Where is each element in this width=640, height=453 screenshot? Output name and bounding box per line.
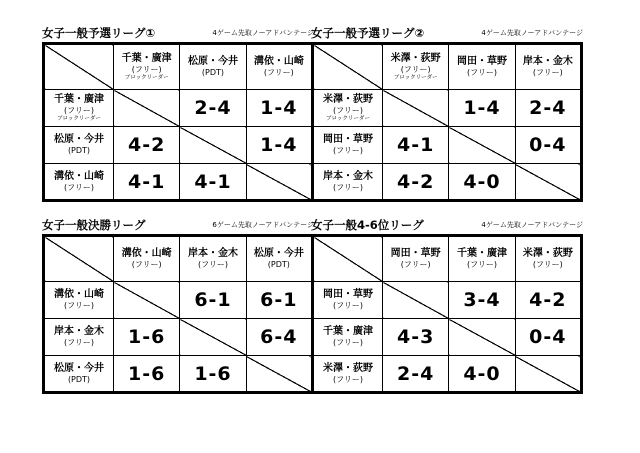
score-cell: 3-4	[449, 282, 515, 319]
team-affiliation: (フリー)	[400, 64, 431, 74]
column-team	[114, 236, 180, 282]
header-row	[313, 236, 582, 282]
row-team	[313, 282, 383, 319]
self-match-cell	[246, 164, 312, 201]
self-match-cell	[246, 356, 312, 393]
league-title: 女子一般予選リーグ②	[311, 26, 425, 40]
row-team	[313, 164, 383, 201]
column-team	[383, 44, 449, 90]
header-row	[44, 44, 313, 90]
score-cell: 1-4	[246, 127, 312, 164]
league-rule: 4ゲーム先取ノーアドバンテージ	[481, 29, 583, 37]
team-affiliation: (フリー)	[532, 68, 563, 77]
score-cell: 4-0	[449, 164, 515, 201]
league-rule: 4ゲーム先取ノーアドバンテージ	[212, 29, 314, 37]
league-rule: 4ゲーム先取ノーアドバンテージ	[481, 221, 583, 229]
table-row	[313, 356, 582, 393]
league-block	[311, 24, 583, 202]
score-cell: 4-1	[180, 164, 246, 201]
team-name: 千葉・廣津	[121, 52, 172, 64]
team-affiliation: (フリー)	[467, 260, 497, 269]
column-team	[449, 236, 515, 282]
corner-cell	[313, 44, 383, 90]
team-name: 松原・今井	[54, 134, 104, 145]
team-affiliation: (フリー)	[400, 260, 431, 269]
team-affiliation: (フリー)	[131, 260, 162, 269]
score-cell: 6-1	[180, 282, 246, 319]
table-row	[313, 319, 582, 356]
team-affiliation: (フリー)	[64, 301, 94, 310]
self-match-cell	[180, 319, 246, 356]
team-role: ブロックリーダー	[57, 115, 101, 122]
column-team	[180, 44, 246, 90]
column-team	[515, 44, 581, 90]
score-cell: 6-1	[246, 282, 312, 319]
team-affiliation: (フリー)	[333, 105, 363, 115]
table-row	[44, 127, 313, 164]
team-name: 米澤・荻野	[390, 52, 441, 64]
self-match-cell	[449, 127, 515, 164]
score-cell: 0-4	[515, 127, 581, 164]
league-block	[42, 216, 314, 394]
score-cell: 4-1	[383, 127, 449, 164]
self-match-cell	[180, 127, 246, 164]
league-block	[311, 216, 583, 394]
score-cell: 1-4	[246, 90, 312, 127]
column-team	[383, 236, 449, 282]
score-cell: 4-2	[383, 164, 449, 201]
team-affiliation: (フリー)	[467, 68, 497, 77]
column-team	[246, 236, 312, 282]
table-row	[44, 319, 313, 356]
league-block	[42, 24, 314, 202]
row-team	[44, 282, 114, 319]
table-row	[313, 282, 582, 319]
league-header	[42, 24, 314, 42]
team-affiliation: (PDT)	[201, 68, 225, 77]
league-title: 女子一般4-6位リーグ	[311, 218, 424, 232]
column-team	[114, 44, 180, 90]
team-name: 岸本・金木	[187, 248, 238, 259]
team-name: 溝依・山崎	[253, 56, 304, 67]
self-match-cell	[515, 356, 581, 393]
team-name: 岸本・金木	[323, 170, 373, 182]
league-header	[42, 216, 314, 234]
self-match-cell	[449, 319, 515, 356]
team-affiliation: (PDT)	[67, 146, 91, 155]
score-cell: 6-4	[246, 319, 312, 356]
team-affiliation: (フリー)	[333, 374, 363, 384]
table-row	[313, 90, 582, 127]
league-title: 女子一般決勝リーグ	[42, 218, 146, 232]
table-row	[44, 282, 313, 319]
team-name: 溝依・山崎	[121, 248, 172, 259]
corner-cell	[313, 236, 383, 282]
team-affiliation: (フリー)	[263, 68, 294, 77]
table-row	[44, 164, 313, 201]
team-affiliation: (フリー)	[64, 105, 94, 115]
row-team	[313, 127, 383, 164]
score-cell: 1-6	[180, 356, 246, 393]
team-name: 松原・今井	[187, 56, 238, 67]
league-rule: 6ゲーム先取ノーアドバンテージ	[212, 221, 314, 229]
header-row	[44, 236, 313, 282]
team-name: 岡田・草野	[390, 248, 441, 259]
team-name: 岡田・草野	[456, 56, 507, 67]
row-team	[44, 356, 114, 393]
self-match-cell	[383, 282, 449, 319]
team-role: ブロックリーダー	[124, 74, 169, 81]
team-role: ブロックリーダー	[326, 115, 370, 122]
score-cell: 4-3	[383, 319, 449, 356]
team-name: 岡田・草野	[323, 289, 373, 300]
team-name: 松原・今井	[54, 362, 104, 374]
score-cell: 1-6	[114, 319, 180, 356]
row-team	[44, 319, 114, 356]
team-name: 岸本・金木	[522, 56, 573, 67]
score-cell: 2-4	[515, 90, 581, 127]
self-match-cell	[515, 164, 581, 201]
score-cell: 2-4	[180, 90, 246, 127]
team-affiliation: (フリー)	[198, 260, 228, 269]
team-affiliation: (フリー)	[64, 182, 94, 192]
team-name: 千葉・廣津	[54, 93, 104, 105]
score-cell: 4-1	[114, 164, 180, 201]
row-team	[44, 90, 114, 127]
score-cell: 4-2	[515, 282, 581, 319]
team-affiliation: (フリー)	[64, 338, 94, 347]
column-team	[180, 236, 246, 282]
score-cell: 0-4	[515, 319, 581, 356]
team-name: 千葉・廣津	[456, 248, 507, 259]
league-header	[311, 216, 583, 234]
team-affiliation: (フリー)	[333, 338, 363, 347]
team-role: ブロックリーダー	[393, 74, 438, 81]
team-name: 溝依・山崎	[54, 170, 104, 182]
corner-cell	[44, 44, 114, 90]
round-robin-table	[42, 234, 314, 394]
team-name: 米澤・荻野	[522, 248, 573, 259]
header-row	[313, 44, 582, 90]
table-row	[44, 356, 313, 393]
score-cell: 4-0	[449, 356, 515, 393]
row-team	[313, 90, 383, 127]
row-team	[313, 356, 383, 393]
round-robin-table	[311, 42, 583, 202]
team-affiliation: (PDT)	[267, 260, 290, 269]
team-name: 米澤・荻野	[323, 362, 373, 374]
column-team	[246, 44, 312, 90]
league-header	[311, 24, 583, 42]
round-robin-table	[42, 42, 314, 202]
row-team	[313, 319, 383, 356]
team-name: 米澤・荻野	[323, 93, 373, 105]
team-name: 溝依・山崎	[54, 289, 104, 300]
team-name: 千葉・廣津	[323, 326, 373, 337]
table-row	[313, 127, 582, 164]
row-team	[44, 127, 114, 164]
team-affiliation: (フリー)	[333, 182, 363, 192]
round-robin-table	[311, 234, 583, 394]
row-team	[44, 164, 114, 201]
team-affiliation: (PDT)	[67, 374, 91, 384]
team-name: 岸本・金木	[54, 326, 104, 337]
self-match-cell	[114, 90, 180, 127]
team-affiliation: (フリー)	[333, 301, 363, 310]
league-title: 女子一般予選リーグ①	[42, 26, 156, 40]
table-row	[44, 90, 313, 127]
score-cell: 2-4	[383, 356, 449, 393]
score-cell: 1-4	[449, 90, 515, 127]
score-cell: 1-6	[114, 356, 180, 393]
column-team	[449, 44, 515, 90]
table-row	[313, 164, 582, 201]
team-affiliation: (フリー)	[333, 146, 363, 155]
team-affiliation: (フリー)	[131, 64, 162, 74]
column-team	[515, 236, 581, 282]
team-name: 松原・今井	[253, 248, 304, 259]
score-cell: 4-2	[114, 127, 180, 164]
team-affiliation: (フリー)	[532, 260, 563, 269]
corner-cell	[44, 236, 114, 282]
team-name: 岡田・草野	[323, 134, 373, 145]
self-match-cell	[114, 282, 180, 319]
self-match-cell	[383, 90, 449, 127]
